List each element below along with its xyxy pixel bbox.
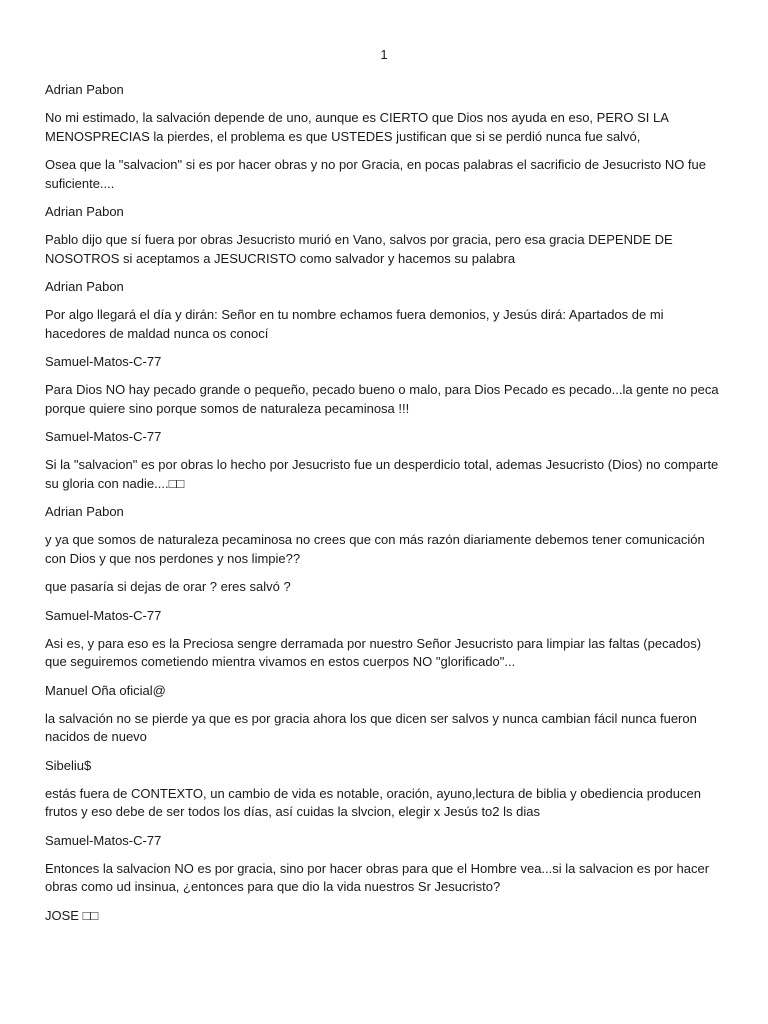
comment-text: y ya que somos de naturaleza pecaminosa no crees que con más razón diariamente debemos tener comunicación con Dios y que nos perdones y nos limpie?? xyxy=(45,532,705,566)
document-page xyxy=(45,0,725,1024)
comment-text: Para Dios NO hay pecado grande o pequeño, pecado bueno o malo, para Dios Pecado es pecado...la gente no peca porque quiere sino porque somos de naturaleza pecaminosa !!! xyxy=(45,382,719,416)
comment-text: Pablo dijo que sí fuera por obras Jesucristo murió en Vano, salvos por gracia, pero esa gracia DEPENDE DE NOSOTROS si aceptamos a JESUCRISTO como salvador y hacemos su palabra xyxy=(45,232,673,266)
comment-author: Adrian Pabon xyxy=(45,504,124,519)
comment-author: Samuel-Matos-C-77 xyxy=(45,429,162,444)
comment-text: la salvación no se pierde ya que es por gracia ahora los que dicen ser salvos y nunca cambian fácil nunca fueron nacidos de nuevo xyxy=(45,710,697,744)
comment-author: Samuel-Matos-C-77 xyxy=(45,354,162,369)
comment-author: Manuel Oña oficial@ xyxy=(45,682,166,698)
comment-author: Sibeliu$ xyxy=(45,757,92,773)
comment-author: Samuel-Matos-C-77 xyxy=(45,607,162,623)
page-number: 1 xyxy=(380,47,388,62)
comment-thread xyxy=(45,81,725,935)
comment-text: Asi es, y para eso es la Preciosa sengre derramada por nuestro Señor Jesucristo para limpiar las faltas (pecados) que seguiremos cometiendo mientra vivamos en estos cuerpos NO "glorificado"... xyxy=(45,635,702,669)
comment-text: Osea que la "salvacion" si es por hacer obras y no por Gracia, en pocas palabras el sacrificio de Jesucristo NO fue suficiente.... xyxy=(45,157,707,191)
comment-text: que pasaría si dejas de orar ? eres salvó ? xyxy=(45,579,291,594)
comment-text: Por algo llegará el día y dirán: Señor en tu nombre echamos fuera demonios, y Jesús dirá: Apartados de mi hacedores de maldad nunca os conocí xyxy=(45,307,664,341)
comment-text: Si la "salvacion" es por obras lo hecho por Jesucristo fue un desperdicio total, ademas Jesucristo (Dios) no comparte su gloria con nadie....□□ xyxy=(45,457,719,491)
comment-text: Entonces la salvacion NO es por gracia, sino por hacer obras para que el Hombre vea...si la salvacion es por hacer obras como ud insinua, ¿entonces para que dio la vida nuestros Sr Jesucristo? xyxy=(45,860,710,894)
comment-author: Adrian Pabon xyxy=(45,204,124,219)
comment-author: Adrian Pabon xyxy=(45,82,124,97)
comment-author: JOSE □□ xyxy=(45,907,99,923)
comment-text: No mi estimado, la salvación depende de uno, aunque es CIERTO que Dios nos ayuda en eso, PERO SI LA MENOSPRECIAS la pierdes, el problema es que USTEDES justifican que si se perdió nunca fue salvó, xyxy=(45,110,669,144)
comment-author: Adrian Pabon xyxy=(45,279,124,294)
comment-author: Samuel-Matos-C-77 xyxy=(45,832,162,848)
comment-text: estás fuera de CONTEXTO, un cambio de vida es notable, oración, ayuno,lectura de biblia y obediencia producen frutos y eso debe de ser todos los días, así cuidas la slvcion, elegir x Jesús to2 ls dias xyxy=(45,785,701,819)
